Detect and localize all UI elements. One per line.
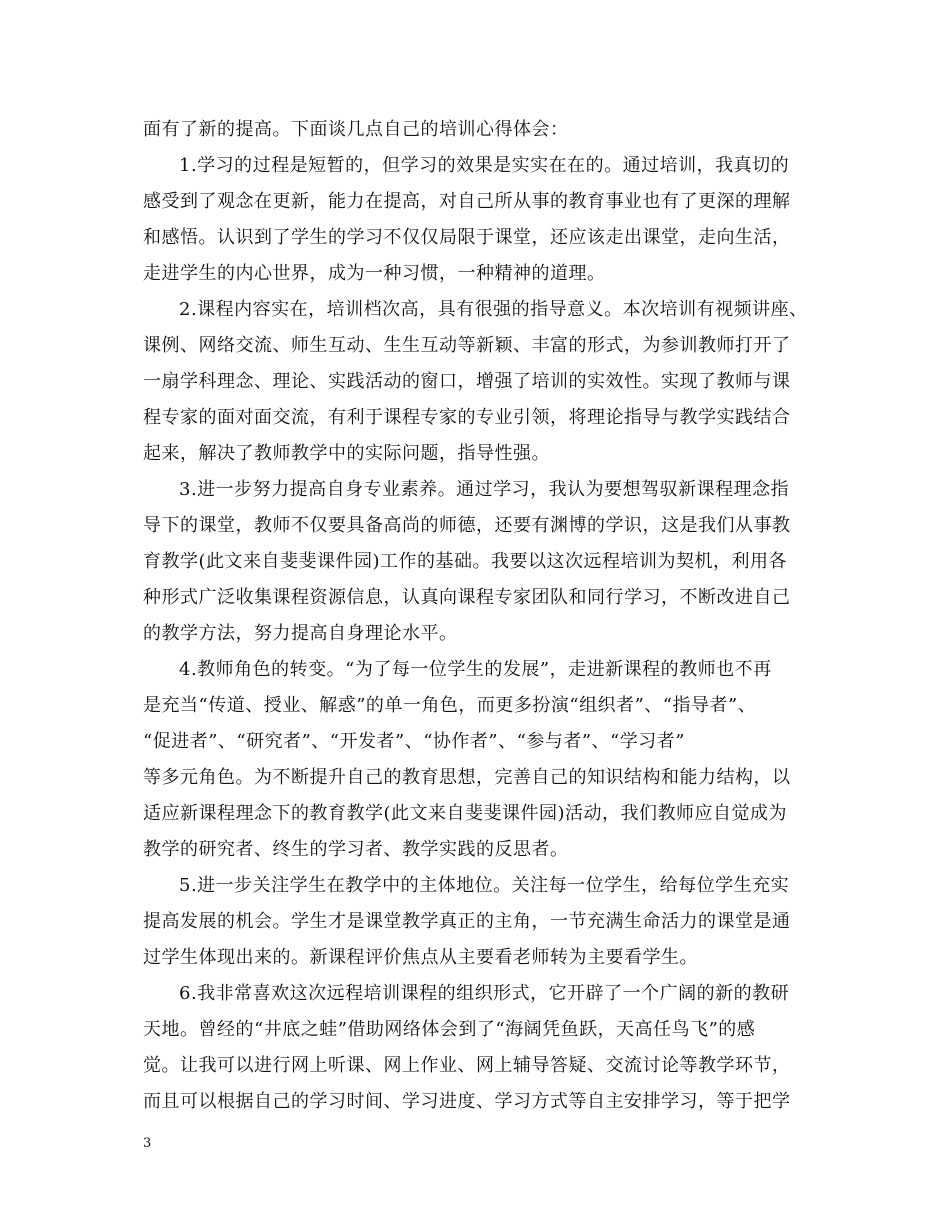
text-line: 1.学习的过程是短暂的，但学习的效果是实实在在的。通过培训，我真切的 [179,155,790,176]
text-line: 走进学生的内心世界，成为一种习惯，一种精神的道理。 [143,263,606,284]
text-line: 和感悟。认识到了学生的学习不仅仅局限于课堂，还应该走出课堂，走向生活， [143,227,791,248]
text-line: 觉。让我可以进行网上听课、网上作业、网上辅导答疑、交流讨论等教学环节， [143,1055,791,1076]
text-line: 适应新课程理念下的教育教学(此文来自斐斐课件园)活动，我们教师应自觉成为 [143,803,788,824]
text-line: 感受到了观念在更新，能力在提高，对自己所从事的教育事业也有了更深的理解 [143,191,791,212]
text-line: 课例、网络交流、师生互动、生生互动等新颖、丰富的形式，为参训教师打开了 [143,335,791,356]
text-line: 的教学方法，努力提高自身理论水平。 [143,623,458,644]
page-number: 3 [143,1136,152,1151]
text-line: 面有了新的提高。下面谈几点自己的培训心得体会： [143,119,569,140]
text-line: 4.教师角色的转变。“为了每一位学生的发展”，走进新课程的教师也不再 [179,659,772,680]
text-line: 起来，解决了教师教学中的实际问题，指导性强。 [143,443,550,464]
text-line: 2.课程内容实在，培训档次高，具有很强的指导意义。本次培训有视频讲座、 [179,299,808,320]
text-line: 6.我非常喜欢这次远程培训课程的组织形式，它开辟了一个广阔的新的教研 [179,983,790,1004]
text-line: 而且可以根据自己的学习时间、学习进度、学习方式等自主安排学习，等于把学 [143,1091,791,1112]
text-line: 等多元角色。为不断提升自己的教育思想，完善自己的知识结构和能力结构，以 [143,767,791,788]
text-line: 导下的课堂，教师不仅要具备高尚的师德，还要有渊博的学识，这是我们从事教 [143,515,791,536]
text-line: 5.进一步关注学生在教学中的主体地位。关注每一位学生，给每位学生充实 [179,875,790,896]
text-line: 提高发展的机会。学生才是课堂教学真正的主角，一节充满生命活力的课堂是通 [143,911,791,932]
text-line: 育教学(此文来自斐斐课件园)工作的基础。我要以这次远程培训为契机，利用各 [143,551,788,572]
text-line: 天地。曾经的“井底之蛙”借助网络体会到了“海阔凭鱼跃，天高任鸟飞”的感 [143,1019,756,1040]
text-line: 种形式广泛收集课程资源信息，认真向课程专家团队和同行学习，不断改进自己 [143,587,791,608]
text-line: 过学生体现出来的。新课程评价焦点从主要看老师转为主要看学生。 [143,947,698,968]
text-line: 一扇学科理念、理论、实践活动的窗口，增强了培训的实效性。实现了教师与课 [143,371,791,392]
text-line: 程专家的面对面交流，有利于课程专家的专业引领，将理论指导与教学实践结合 [143,407,791,428]
text-line: “促进者”、“研究者”、“开发者”、“协作者”、“参与者”、“学习者” [143,731,685,752]
text-line: 3.进一步努力提高自身专业素养。通过学习，我认为要想驾驭新课程理念指 [179,479,790,500]
text-line: 是充当“传道、授业、解惑”的单一角色，而更多扮演“组织者”、“指导者”、 [143,695,757,716]
text-line: 教学的研究者、终生的学习者、教学实践的反思者。 [143,839,569,860]
